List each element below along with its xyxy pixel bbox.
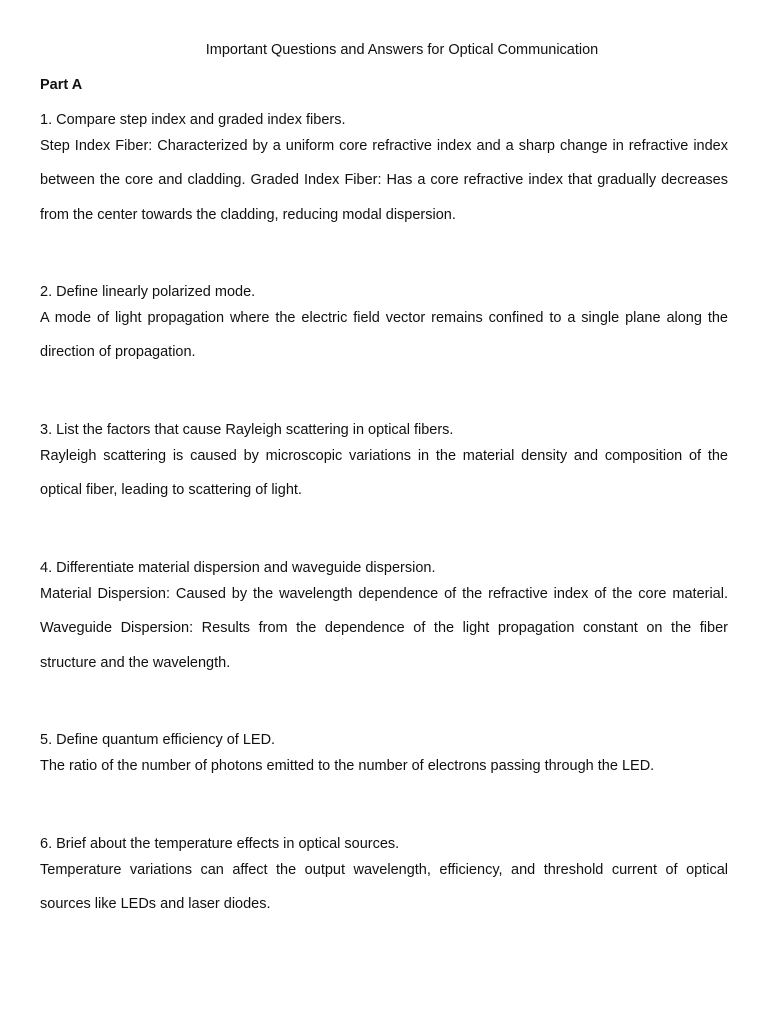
qa-item-3 <box>40 420 728 508</box>
question-2: 2. Define linearly polarized mode. <box>40 284 256 300</box>
part-heading: Part A <box>40 77 83 93</box>
qa-item-4 <box>40 558 728 680</box>
question-5: 5. Define quantum efficiency of LED. <box>40 732 276 748</box>
qa-item-2 <box>40 282 728 370</box>
question-1: 1. Compare step index and graded index fibers. <box>40 112 346 128</box>
qa-item-5 <box>40 730 728 783</box>
question-3: 3. List the factors that cause Rayleigh scattering in optical fibers. <box>40 422 454 438</box>
qa-item-6 <box>40 834 728 922</box>
qa-item-1 <box>40 110 728 232</box>
answer-6: Temperature variations can affect the output wavelength, efficiency, and threshold current of optical sources like LEDs and laser diodes. <box>40 862 728 913</box>
answer-2: A mode of light propagation where the electric field vector remains confined to a single plane along the direction of propagation. <box>40 310 728 361</box>
question-6: 6. Brief about the temperature effects in optical sources. <box>40 836 400 852</box>
question-4: 4. Differentiate material dispersion and waveguide dispersion. <box>40 560 436 576</box>
answer-3: Rayleigh scattering is caused by microscopic variations in the material density and composition of the optical fiber, leading to scattering of light. <box>40 448 728 499</box>
answer-5: The ratio of the number of photons emitted to the number of electrons passing through the LED. <box>40 758 655 774</box>
answer-4: Material Dispersion: Caused by the wavelength dependence of the refractive index of the core material. Waveguide Dispersion: Results from the dependence of the light propagation constant on the fiber structure and the wavelength. <box>40 586 728 671</box>
answer-1: Step Index Fiber: Characterized by a uniform core refractive index and a sharp change in refractive index between the core and cladding. Graded Index Fiber: Has a core refractive index that gradually decreases from the center towards the cladding, reducing modal dispersion. <box>40 138 728 223</box>
document-title: Important Questions and Answers for Optical Communication <box>205 42 599 58</box>
